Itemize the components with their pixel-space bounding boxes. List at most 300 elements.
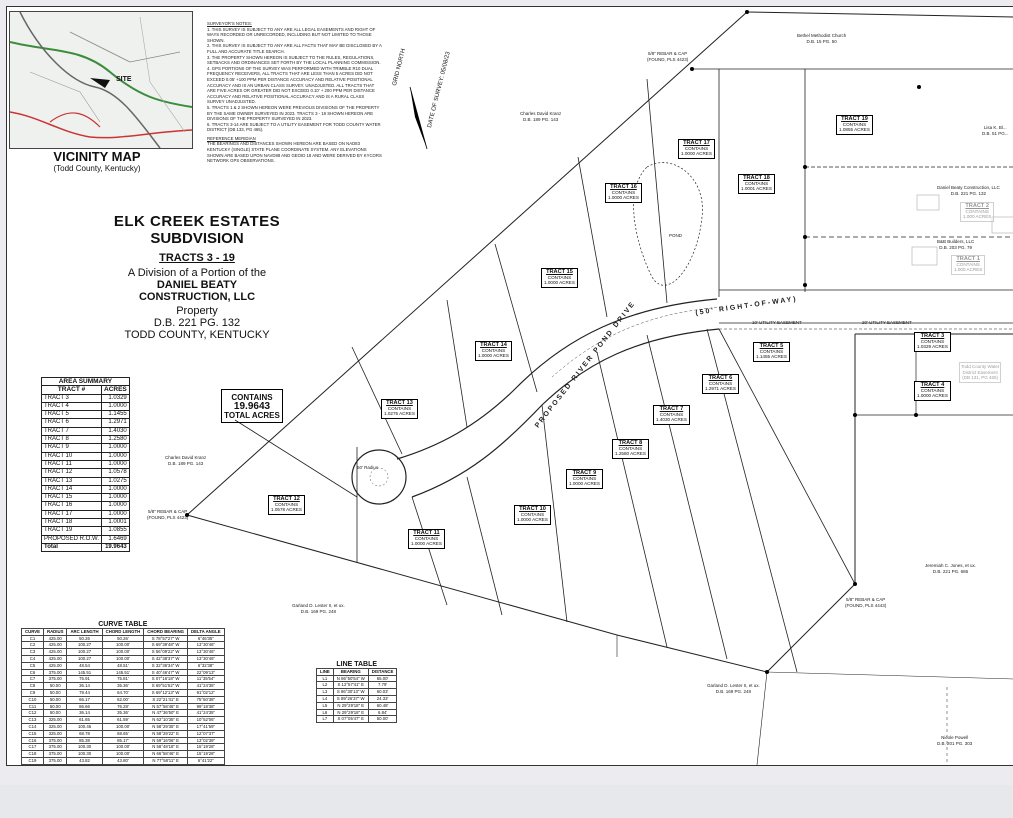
curve-table-cell: C17 [22,744,44,751]
curve-table-cell: C6 [22,669,44,676]
curve-table-row [22,737,225,744]
adjoiner-lester-south: Garland D. Lester II, et ux. D.B. 169 PG. 248 [707,683,760,694]
area-acres-cell: 1.1455 [102,411,130,419]
curve-table-cell: 12°07'37" [188,730,225,737]
subdivision-title: ELK CREEK ESTATES [113,213,281,230]
curve-table-cell: 145.51' [102,669,144,676]
curve-table-row [22,751,225,758]
curve-table-cell: 100.27 [67,649,102,656]
curve-table-cell: 75°50'38" [188,696,225,703]
curve-table-row [22,642,225,649]
right-of-way-label: (50' RIGHT-OF-WAY) [695,295,799,317]
tract-10-label: TRACT 10 CONTAINS 1.0000 ACRES [514,505,551,525]
curve-table-row [22,676,225,683]
utility-easement-label: 10' UTILITY EASEMENT [752,320,802,325]
vicinity-map-graphic [10,12,192,148]
tract-3-label: TRACT 3 CONTAINS 1.0329 ACRES [914,332,951,352]
tract-16-label: TRACT 16 CONTAINS 1.0000 ACRES [605,183,642,203]
note-item: 5. TRACTS 1 & 2 SHOWN HEREON WERE PREVIOUS DIVISIONS OF THE PROPERTY BY THE SAME OWNER SURVEYED IN 2023. TRACTS 3 - 19 SHOWN HEREON ARE DIVISIONS OF THE PROPERTY SURVEYED IN 2023. [207,104,380,122]
property-label: Property [176,305,218,317]
tract-17-label: TRACT 17 CONTAINS 1.0000 ACRES [678,139,715,159]
bottom-bar [0,785,1013,818]
line-table [316,662,397,723]
adjoiner-powell: Nicole Powell D.B. 201 PG. 303 [937,735,973,746]
curve-table-cell: S 78°57'27" W [144,635,188,642]
curve-table-cell: 375.00 [43,744,66,751]
area-tract-cell: TRACT 3 [42,394,102,402]
curve-table-row [22,635,225,642]
curve-table-cell: S 42°38'37" W [144,655,188,662]
curve-table-cell: 100.27 [67,642,102,649]
date-of-survey-label: DATE OF SURVEY: 05/08/23 [427,51,452,129]
line-table-cell: 7.79' [368,682,397,689]
curve-table-cell: N 58°29'22" E [144,730,188,737]
title-block [102,213,292,341]
curve-table-cell: 13°30'46" [188,642,225,649]
line-table-cell: 60.03' [368,689,397,696]
line-table-header: DISTANCE [368,668,397,675]
tract-4-label: TRACT 4 CONTAINS 1.0000 ACRES [914,381,951,401]
curve-table-cell: S 69°51'52" W [144,683,188,690]
monument-label: 5/8" REBAR & CAP (FOUND, PLS 4423) [647,51,689,62]
area-acres-cell: 1.0000 [102,485,130,493]
curve-table-cell: 425.00 [43,655,66,662]
curve-table-cell: 13°02'39" [188,737,225,744]
line-table-header: LINE [317,668,334,675]
line-table-cell: 50.00' [368,716,397,723]
curve-table-cell: C8 [22,683,44,690]
curve-table-cell: 85.38 [67,737,102,744]
area-acres-cell: 1.2580 [102,436,130,444]
curve-table-header: DELTA ANGLE [188,628,225,635]
line-table-cell: S 86°30'13" W [333,689,368,696]
curve-table-cell: N 47°36'50" E [144,710,188,717]
curve-table-cell: 100.00' [102,723,144,730]
county-water-easement-label: Todd County Water District Easement (DB 131, PG 465) [959,362,1001,383]
area-summary-row [42,477,130,485]
tract-13-label: TRACT 13 CONTAINS 1.0275 ACRES [381,399,418,419]
monument-label: 5/8" REBAR & CAP (FOUND, PLS 4443) [845,597,887,608]
tract-15-label: TRACT 15 CONTAINS 1.0000 ACRES [541,268,578,288]
curve-table-cell: S 56°09'22" W [144,649,188,656]
curve-table-cell: 50.26 [67,635,102,642]
pond-label: POND [669,233,683,238]
curve-table-cell: 375.00 [43,669,66,676]
area-tract-cell: TRACT 11 [42,460,102,468]
curve-table-cell: C14 [22,723,44,730]
curve-table-cell: 91°02'12" [188,689,225,696]
curve-table-row [22,744,225,751]
curve-table-cell: 36.14 [67,683,102,690]
area-tract-cell: PROPOSED R.O.W. [42,535,102,543]
area-acres-cell: 1.0000 [102,502,130,510]
curve-table-cell: 64.70' [102,689,144,696]
tract-2-label: TRACT 2 CONTAINS 1.000 ACRES [960,202,994,222]
curve-table-cell: 85.17' [102,737,144,744]
area-tract-cell: TRACT 13 [42,477,102,485]
area-tract-cell: TRACT 8 [42,436,102,444]
line-table-cell: L3 [317,689,334,696]
area-acres-cell: 1.0000 [102,510,130,518]
area-summary-row [42,460,130,468]
cul-de-sac-radius-label: 50' Radius [357,465,379,470]
curve-table-cell: 6°46'35" [188,635,225,642]
surveyors-notes [207,21,382,164]
area-summary-row [42,527,130,535]
curve-table-row [22,655,225,662]
curve-table-cell: 100.30 [67,751,102,758]
east-boundary-line [767,334,855,672]
line-table-cell: 24.33' [368,695,397,702]
curve-table-cell: 375.00 [43,676,66,683]
curve-table-cell: N 58°48'18" E [144,744,188,751]
curve-table-cell: 425.00 [43,635,66,642]
curve-table-cell: N 59°16'06" E [144,737,188,744]
tract-7-label: TRACT 7 CONTAINS 1.4030 ACRES [653,405,690,425]
area-summary-row [42,402,130,410]
curve-table-cell: 50.26' [102,635,144,642]
curve-table-header: ARC LENGTH [67,628,102,635]
curve-table-cell: 35.36' [102,683,144,690]
area-tract-cell: TRACT 14 [42,485,102,493]
curve-table-cell: C4 [22,655,44,662]
adjoiner-beaty: Daniel Beaty Construction, LLC D.B. 221 PG. 132 [937,185,1000,196]
subdivision-subtitle: SUBDVISION [150,230,244,247]
reference-meridian-text: THE BEARINGS AND DISTANCES SHOWN HEREON ARE BASED ON NAD83 KENTUCKY (SINGLE) STATE PLANE COORDINATE SYSTEM. ANY ELEVATIONS SHOWN ARE BASED UPON NAVD88 AND GEOID 18 AND WERE DERIVED BY KYCORS NETWORK GPS OBSERVATIONS. [207,141,382,164]
line-table-cell: L2 [317,682,334,689]
curve-table-cell: C19 [22,757,44,764]
deed-reference: D.B. 221 PG. 132 [153,317,241,329]
curve-table-cell: 375.00 [43,751,66,758]
curve-table-row [22,683,225,690]
curve-table-cell: N 77°58'11" E [144,757,188,764]
curve-table-cell: S 32°36'34" W [144,662,188,669]
curve-table-cell: 145.51 [67,669,102,676]
curve-table-title: CURVE TABLE [98,621,148,628]
area-acres-cell: 1.0000 [102,444,130,452]
area-tract-cell: TRACT 7 [42,427,102,435]
contains-label: CONTAINS [231,393,273,402]
tracts-range: TRACTS 3 - 19 [159,252,235,264]
road-name-label: PROPOSED RIVER POND DRIVE [534,300,638,430]
vicinity-map [9,11,193,149]
curve-table-cell: N 62°10'35" E [144,717,188,724]
curve-table-cell: C5 [22,662,44,669]
county-state: TODD COUNTY, KENTUCKY [124,329,270,341]
curve-table-header: CHORD BEARING [144,628,188,635]
note-item: 2. THIS SURVEY IS SUBJECT TO ANY ARE ALL FACTS THAT MAY BE DISCLOSED BY A FULL AND ACCURATE TITLE SEARCH. [207,43,382,54]
curve-table-row [22,703,225,710]
tract-12-label: TRACT 12 CONTAINS 1.0578 ACRES [268,495,305,515]
area-tract-cell: Total [42,543,102,551]
curve-table-cell: C12 [22,710,44,717]
area-summary-row [42,444,130,452]
curve-table-cell: 36.14 [67,710,102,717]
curve-table-cell: 48.54 [67,662,102,669]
area-summary-row [42,535,130,543]
curve-table-cell: 61.59' [102,717,144,724]
adjoiner-jones: Jeremiah C. Jones, et ux. D.B. 221 PG. 686 [925,563,977,574]
curve-table-cell: 62.00' [102,696,144,703]
area-acres-cell: 1.0855 [102,527,130,535]
adjoiner-bethel-church: Bethel Methodist Church D.B. 15 PG. 50 [797,33,847,44]
area-acres-cell: 1.0000 [102,460,130,468]
curve-table-cell: C13 [22,717,44,724]
area-summary-row [42,510,130,518]
monument-label: 5/8" REBAR & CAP (FOUND, PLS 4423) [147,509,189,520]
curve-table-cell: 100.30 [67,744,102,751]
curve-table-cell: 50.00 [43,683,66,690]
curve-table-cell: N 58°29'35" E [144,723,188,730]
curve-table-cell: 86.66 [67,703,102,710]
area-summary-title: AREA SUMMARY [42,378,130,386]
curve-table-cell: 425.00 [43,649,66,656]
curve-table-row [22,710,225,717]
grid-north-label: GRID NORTH [392,48,407,87]
area-tract-cell: TRACT 5 [42,411,102,419]
curve-table-cell: 425.00 [43,662,66,669]
line-table-cell: L7 [317,716,334,723]
curve-table-cell: 68.65' [102,730,144,737]
curve-table-cell: 6°41'22" [188,757,225,764]
area-tract-cell: TRACT 6 [42,419,102,427]
curve-table-cell: C7 [22,676,44,683]
curve-table-cell: N 66°58'46" E [144,751,188,758]
curve-table-cell: S 07°16'18" W [144,676,188,683]
curve-table-cell: 100.00' [102,649,144,656]
tract-18-label: TRACT 18 CONTAINS 1.0001 ACRES [738,174,775,194]
curve-table-cell: 15°19'28" [188,751,225,758]
area-summary-row [42,436,130,444]
area-col-acres: ACRES [102,386,130,394]
adjoiner-kranz-north: Charles David Kranz D.B. 189 PG. 143 [520,111,562,122]
southwest-boundary-line [187,515,767,672]
curve-table-cell: 325.00 [43,730,66,737]
tract-8-label: TRACT 8 CONTAINS 1.2580 ACRES [612,439,649,459]
north-arrow-icon [410,87,427,149]
area-summary-row [42,502,130,510]
curve-table-cell: 61.65 [67,717,102,724]
area-acres-cell: 1.0000 [102,452,130,460]
owner-company: CONSTRUCTION, LLC [138,291,256,303]
curve-table-cell: 79.44 [67,689,102,696]
tract-19-label: TRACT 19 CONTAINS 1.0855 ACRES [836,115,873,135]
vicinity-map-title: VICINITY MAP [53,149,141,164]
area-tract-cell: TRACT 19 [42,527,102,535]
line-table-cell: N 86°50'54" W [333,675,368,682]
area-summary-row [42,411,130,419]
curve-table-cell: 325.00 [43,723,66,730]
area-acres-cell: 1.0001 [102,519,130,527]
area-summary-row [42,394,130,402]
curve-table-row [22,669,225,676]
curve-table-cell: 13°30'46" [188,649,225,656]
area-acres-cell: 1.4030 [102,427,130,435]
line-table-cell: N 29°29'18" E [333,702,368,709]
line-table-cell: L5 [317,702,334,709]
curve-table-row [22,696,225,703]
area-tract-cell: TRACT 16 [42,502,102,510]
line-table-cell: L4 [317,695,334,702]
curve-table-cell: 6°32'38" [188,662,225,669]
curve-table-cell: 50.00 [43,710,66,717]
area-acres-cell: 1.6469 [102,535,130,543]
area-tract-cell: TRACT 18 [42,519,102,527]
area-summary-row [42,452,130,460]
curve-table-row [22,649,225,656]
curve-table-header: CURVE [22,628,44,635]
area-tract-cell: TRACT 17 [42,510,102,518]
curve-table-cell: C11 [22,703,44,710]
line-table-cell: S 12°57'41" E [333,682,368,689]
curve-table-row [22,730,225,737]
curve-table-row [22,689,225,696]
area-summary-row [42,519,130,527]
curve-table-row [22,662,225,669]
curve-table-cell: 35.36' [102,710,144,717]
area-tract-cell: TRACT 4 [42,402,102,410]
line-table-cell: S 89°26'37" W [333,695,368,702]
curve-table-cell: C3 [22,649,44,656]
curve-table-cell: 50.00 [43,696,66,703]
survey-plat-sheet [6,6,1013,766]
division-text: A Division of a Portion of the [127,267,267,279]
curve-table-row [22,757,225,764]
reference-meridian-heading: REFERENCE MERIDIAN [207,135,256,141]
area-tract-cell: TRACT 15 [42,494,102,502]
line-table-row [317,689,397,696]
curve-table-cell: 76.28' [102,703,144,710]
area-summary-table [41,377,130,552]
area-acres-cell: 1.0578 [102,469,130,477]
line-table-title: LINE TABLE [336,661,378,668]
note-item: 1. THIS SURVEY IS SUBJECT TO ANY ARE ALL LEGAL EASEMENTS AND RIGHT OF WAYS RECORDED OR UNRECORDED, INCLUDING BUT NOT LIMITED TO THOSE SHOWN. [207,26,376,43]
area-acres-cell: 1.2971 [102,419,130,427]
curve-table-cell: 100.00' [102,751,144,758]
area-acres-cell: 1.0275 [102,477,130,485]
adjoiner-lester: Garland D. Lester II, et ux. D.B. 169 PG. 248 [292,603,345,614]
line-table-row [317,702,397,709]
curve-table-header: CHORD LENGTH [102,628,144,635]
curve-table-cell: 15°19'28" [188,744,225,751]
line-table-cell: 6.84' [368,709,397,716]
area-acres-cell: 1.0000 [102,494,130,502]
curve-table-cell: 66.17 [67,696,102,703]
notes-heading: SURVEYOR'S NOTES: [207,21,252,26]
area-acres-cell: 1.0329 [102,394,130,402]
curve-table-cell: 22°09'13" [188,669,225,676]
curve-table-cell: S 22°21'41" E [144,696,188,703]
curve-table-cell: C16 [22,737,44,744]
curve-table-cell: 41°24'35" [188,710,225,717]
note-item: 6. TRACTS 3-14 ARE SUBJECT TO A UTILITY EASEMENT FOR TODD COUNTY WATER DISTRICT (DB 133, PG 465). [207,121,381,133]
curve-table-cell: 11°35'54" [188,676,225,683]
curve-table-cell: 68.78 [67,730,102,737]
total-acres-box [221,389,283,423]
area-acres-cell: 19.9643 [102,543,130,551]
utility-easement-20-label: 20' UTILITY EASEMENT [862,320,912,325]
line-table-cell: L1 [317,675,334,682]
area-tract-cell: TRACT 10 [42,452,102,460]
curve-table-cell: 375.00 [43,757,66,764]
curve-table-cell: 48.51' [102,662,144,669]
vicinity-map-subtitle: (Todd County, Kentucky) [53,164,141,173]
curve-table-cell: 75.91 [67,676,102,683]
curve-table-cell: S 40°46'47" W [144,669,188,676]
area-tract-cell: TRACT 12 [42,469,102,477]
curve-table-cell: N 57°58'46" E [144,703,188,710]
curve-table-cell: 41°24'35" [188,683,225,690]
line-table-cell: S 07°05'47" E [333,716,368,723]
tract-1-label: TRACT 1 CONTAINS 1.000 ACRES [951,255,985,275]
curve-table-cell: 75.81' [102,676,144,683]
area-tract-cell: TRACT 9 [42,444,102,452]
tract-11-label: TRACT 11 CONTAINS 1.0000 ACRES [408,529,445,549]
area-col-tract: TRACT # [42,386,102,394]
line-table-row [317,675,397,682]
tract-5-label: TRACT 5 CONTAINS 1.1455 ACRES [753,342,790,362]
line-table-row [317,709,397,716]
line-table-cell: L6 [317,709,334,716]
line-table-cell: 65.00' [368,675,397,682]
curve-table-cell: 50.00 [43,703,66,710]
area-summary-row [42,427,130,435]
line-table-row [317,682,397,689]
curve-table-cell: C1 [22,635,44,642]
tract-6-label: TRACT 6 CONTAINS 1.2971 ACRES [702,374,739,394]
area-summary-row [42,543,130,551]
area-summary-row [42,485,130,493]
curve-table-cell: 43.82 [67,757,102,764]
site-label: SITE [116,76,132,83]
line-table-row [317,695,397,702]
curve-table-cell: 100.46 [67,723,102,730]
curve-table-cell: 100.00' [102,744,144,751]
area-summary-row [42,419,130,427]
line-table-row [317,716,397,723]
curve-table-cell: 10°52'06" [188,717,225,724]
curve-table-cell: 375.00 [43,737,66,744]
curve-table-cell: 43.80' [102,757,144,764]
line-table-cell: N 29°29'18" E [333,709,368,716]
curve-table-cell: 100.00' [102,642,144,649]
tract-9-label: TRACT 9 CONTAINS 1.0000 ACRES [566,469,603,489]
curve-table-cell: C9 [22,689,44,696]
curve-table-cell: 99°18'38" [188,703,225,710]
owner-name: DANIEL BEATY [156,279,238,291]
adjoiner-b-and-b-builders: B&B Builders, LLC D.B. 203 PG. 79 [937,239,975,250]
curve-table-cell: C10 [22,696,44,703]
curve-table-cell: 325.00 [43,717,66,724]
tract-14-north-label: TRACT 14 CONTAINS 1.0000 ACRES [475,341,512,361]
area-acres-cell: 1.0000 [102,402,130,410]
note-item: 4. GPS PORTIONS OF THE SURVEY WAS PERFORMED WITH TRIMBLE R10 DUAL FREQUENCY RECEIVERS, ALL TRACTS THAT ARE LESS THAN 5 ACRES DID NOT EXCEED 0.05' +100 PPM PER DISTANCE ACCURACY AND RELATIVE POSITIONAL ACCURACY AND IS AN URBAN CLASS SURVEY. UNADJUSTED. ALL TRACTS THAT ARE FIVE ACRES OR GREATER DID NOT EXCEED 0.10' + 200 PPM PER DISTANCE ACCURACY AND RELATIVE POSITIONAL ACCURACY AND IS A RURAL CLASS SURVEY UNADJUSTED. [207,65,375,105]
curve-table-cell: 425.00 [43,642,66,649]
curve-table-cell: C18 [22,751,44,758]
adjoiner-lisa: Lisa K. Bl... D.B. 51 PG... [982,125,1009,136]
total-acres-value: 19.9643 [233,401,271,412]
area-summary-row [42,469,130,477]
curve-table-cell: 100.27 [67,655,102,662]
area-summary-row [42,494,130,502]
curve-table [21,622,225,765]
curve-table-cell: 17°41'59" [188,723,225,730]
curve-table-cell: S 69°12'13" W [144,689,188,696]
total-acres-label: TOTAL ACRES [224,411,280,420]
note-item: 3. THE PROPERTY SHOWN HEREON IS SUBJECT TO THE RULES, REGULATIONS, SETBACKS AND ORDINANCES SET FORTH BY THE LOCAL PLANNING COMMISSION. [207,54,381,66]
curve-table-row [22,717,225,724]
curve-table-header: RADIUS [43,628,66,635]
